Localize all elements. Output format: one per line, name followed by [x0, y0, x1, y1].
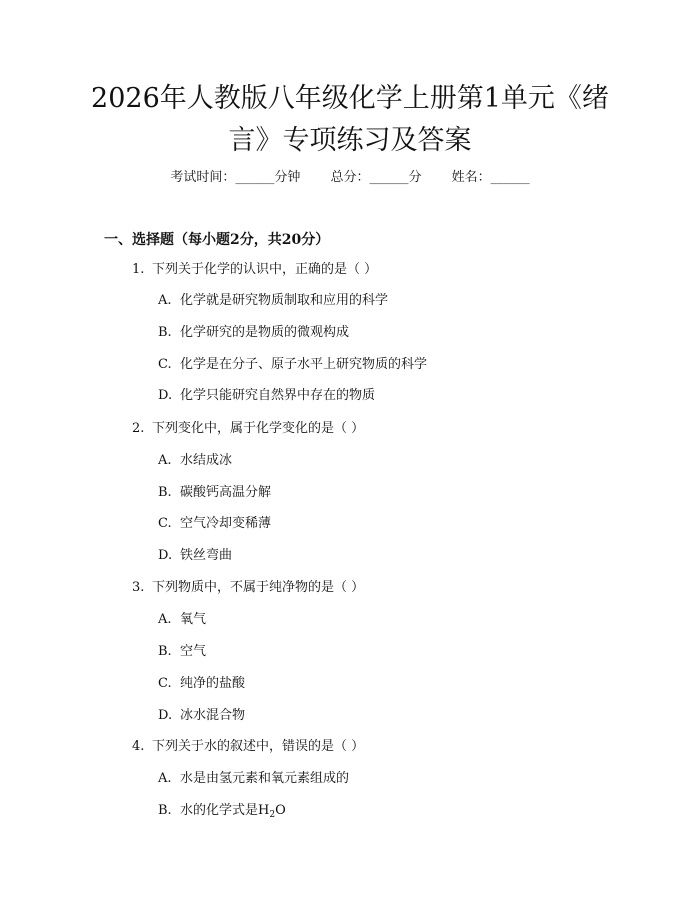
option-text: 空气	[180, 644, 207, 659]
page-title	[70, 78, 630, 162]
question-number: 4.	[132, 739, 145, 754]
title-line-2: 言》专项练习及答案	[228, 125, 472, 156]
formula-subscript: 2	[269, 810, 276, 820]
question-3	[132, 579, 364, 597]
option-3b	[158, 643, 206, 661]
option-2a	[158, 452, 232, 470]
option-label: B.	[158, 644, 172, 659]
section-title: 一、选择题（每小题2分，共20分）	[104, 232, 330, 248]
option-text: 铁丝弯曲	[180, 548, 233, 563]
option-label: C.	[158, 516, 172, 531]
question-1	[132, 261, 377, 279]
question-number: 1.	[132, 262, 145, 277]
option-1a	[158, 292, 388, 310]
option-3a	[158, 611, 206, 629]
option-text: 化学就是研究物质制取和应用的科学	[180, 293, 389, 308]
option-text: 水结成冰	[180, 453, 233, 468]
question-2	[132, 420, 364, 438]
exam-info-line	[0, 169, 700, 187]
option-label: A.	[158, 771, 172, 786]
option-1b	[158, 324, 349, 342]
question-text: 下列关于化学的认识中，正确的是（ ）	[152, 262, 378, 277]
option-4b	[158, 802, 286, 824]
title-line-1: 2026年人教版八年级化学上册第1单元《绪	[91, 83, 609, 114]
option-text: 氧气	[180, 612, 207, 627]
option-4a	[158, 770, 349, 788]
option-2b	[158, 484, 271, 502]
question-text: 下列变化中，属于化学变化的是（ ）	[152, 421, 365, 436]
option-label: C.	[158, 676, 172, 691]
name-field: 姓名：______	[451, 170, 530, 185]
option-text: 碳酸钙高温分解	[180, 485, 272, 500]
option-1c	[158, 356, 427, 374]
option-text: 化学是在分子、原子水平上研究物质的科学	[180, 357, 428, 372]
question-text: 下列关于水的叙述中，错误的是（ ）	[152, 739, 365, 754]
exam-time-field: 考试时间：______分钟	[170, 170, 301, 185]
option-text: 化学只能研究自然界中存在的物质	[180, 388, 376, 403]
option-text: 水是由氢元素和氧元素组成的	[180, 771, 350, 786]
question-text: 下列物质中，不属于纯净物的是（ ）	[152, 580, 365, 595]
option-label: C.	[158, 357, 172, 372]
option-label: A.	[158, 453, 172, 468]
question-4	[132, 738, 364, 756]
option-label: A.	[158, 612, 172, 627]
formula-suffix: O	[275, 803, 286, 818]
total-score-field: 总分：______分	[330, 170, 422, 185]
option-label: B.	[158, 485, 172, 500]
option-2c	[158, 515, 271, 533]
option-label: A.	[158, 293, 172, 308]
option-3d	[158, 707, 245, 725]
question-number: 3.	[132, 580, 145, 595]
option-text	[180, 803, 286, 818]
option-label: D.	[158, 708, 173, 723]
option-label: B.	[158, 803, 172, 818]
formula-base: 水的化学式是H	[180, 803, 270, 818]
option-label: D.	[158, 388, 173, 403]
option-label: B.	[158, 325, 172, 340]
option-text: 化学研究的是物质的微观构成	[180, 325, 350, 340]
option-text: 空气冷却变稀薄	[180, 516, 272, 531]
option-text: 纯净的盐酸	[180, 676, 246, 691]
option-2d	[158, 547, 232, 565]
question-number: 2.	[132, 421, 145, 436]
option-3c	[158, 675, 245, 693]
option-1d	[158, 387, 375, 405]
option-text: 冰水混合物	[180, 708, 246, 723]
option-label: D.	[158, 548, 173, 563]
